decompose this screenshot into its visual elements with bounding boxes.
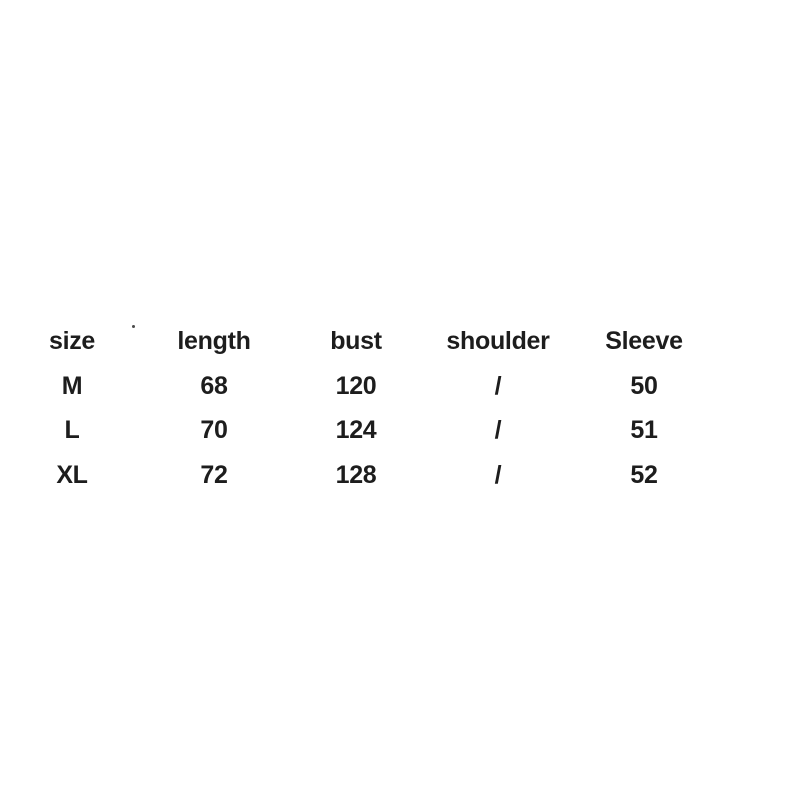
row-xl-length: 72 — [200, 460, 228, 489]
header-size: size — [48, 326, 96, 355]
header-sleeve: Sleeve — [605, 326, 683, 355]
row-m-shoulder: / — [494, 371, 502, 400]
header-length: length — [177, 326, 251, 355]
row-m-sleeve: 50 — [630, 371, 658, 400]
row-xl-sleeve: 52 — [630, 460, 658, 489]
size-chart-table — [0, 319, 720, 498]
row-l-sleeve: 51 — [630, 416, 658, 445]
row-m-length: 68 — [200, 371, 228, 400]
row-l-shoulder: / — [494, 416, 502, 445]
header-shoulder: shoulder — [446, 326, 550, 355]
row-xl-size: XL — [56, 460, 88, 489]
row-xl-bust: 128 — [335, 460, 377, 489]
row-m-bust: 120 — [335, 371, 377, 400]
row-l-bust: 124 — [335, 416, 377, 445]
row-l-size: L — [64, 416, 80, 445]
row-m-size: M — [61, 371, 83, 400]
header-bust: bust — [330, 326, 382, 355]
row-l-length: 70 — [200, 416, 228, 445]
row-xl-shoulder: / — [494, 460, 502, 489]
